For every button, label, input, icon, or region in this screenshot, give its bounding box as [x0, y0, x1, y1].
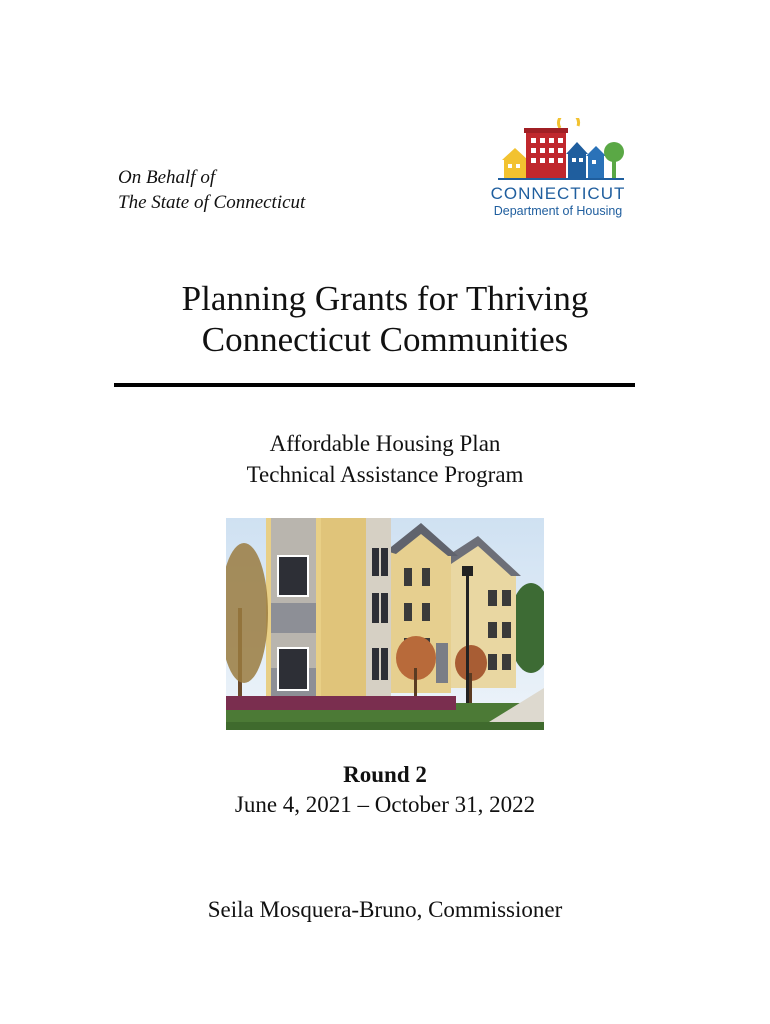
- on-behalf-block: [118, 165, 305, 215]
- title-line-2: Connecticut Communities: [201, 320, 569, 359]
- subtitle-line-2: Technical Assistance Program: [246, 462, 524, 487]
- housing-photo: [226, 518, 544, 730]
- commissioner-name: Seila Mosquera-Bruno, Commissioner: [207, 897, 563, 922]
- ct-housing-logo: [482, 118, 634, 223]
- title-divider: [114, 383, 635, 387]
- program-subtitle: [150, 428, 620, 490]
- logo-name: CONNECTICUT: [490, 184, 626, 203]
- round-label: Round 2: [343, 762, 427, 787]
- round-block: [150, 760, 620, 820]
- round-dates: June 4, 2021 – October 31, 2022: [234, 792, 536, 817]
- document-title: [100, 278, 670, 360]
- logo-department: Department of Housing: [493, 204, 623, 218]
- behalf-line-1: On Behalf of: [118, 167, 216, 188]
- behalf-line-2: The State of Connecticut: [118, 192, 306, 213]
- apartment-building-image: [226, 518, 544, 730]
- title-line-1: Planning Grants for Thriving: [181, 279, 589, 318]
- subtitle-line-1: Affordable Housing Plan: [269, 431, 501, 456]
- houses-logo-icon: [482, 118, 634, 184]
